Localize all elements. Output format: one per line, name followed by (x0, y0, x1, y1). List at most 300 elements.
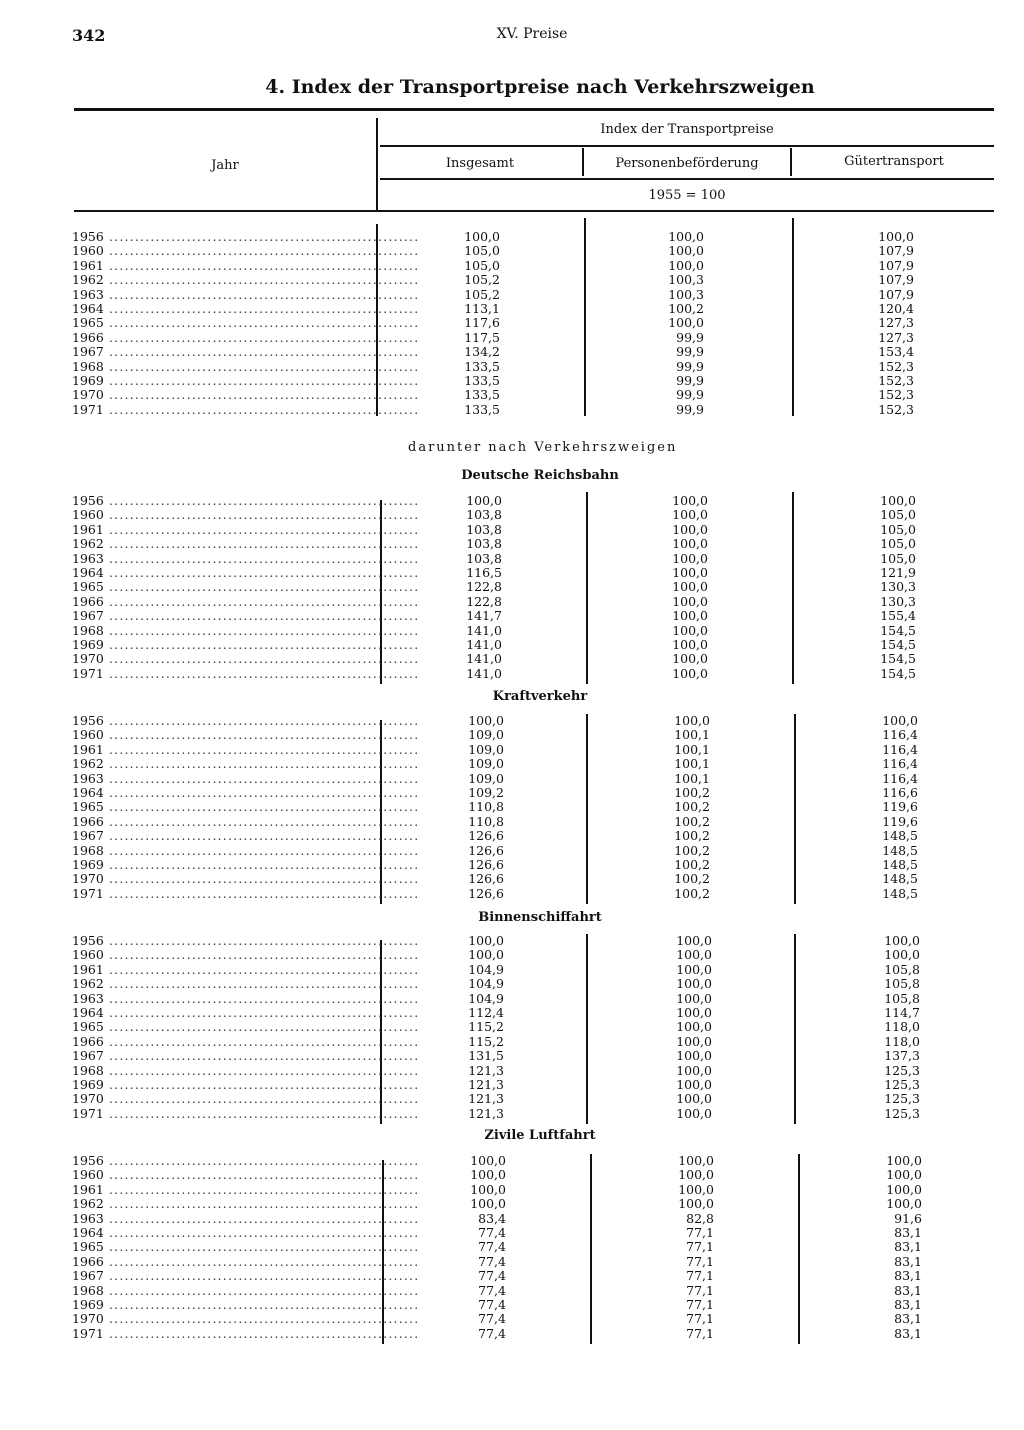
year-cell (72, 329, 420, 345)
table-row (0, 580, 1024, 594)
total-value: 109,0 (468, 741, 504, 757)
year-cell (72, 651, 420, 667)
freight-value: 107,9 (878, 272, 914, 288)
table-row (0, 302, 1024, 316)
year-label: 1965 (72, 1239, 104, 1255)
passenger-value: 100,0 (668, 229, 704, 244)
page-number: 342 (72, 26, 106, 45)
year-label: 1963 (72, 1210, 104, 1226)
year-label: 1967 (72, 828, 104, 844)
year-cell (72, 550, 420, 566)
year-cell (72, 885, 420, 901)
year-label: 1969 (72, 372, 104, 388)
year-label: 1961 (72, 257, 104, 273)
passenger-value: 77,1 (686, 1325, 714, 1341)
table-row (0, 1327, 1024, 1341)
passenger-value: 100,0 (676, 1048, 712, 1064)
year-label: 1956 (72, 1153, 104, 1168)
table-row (0, 566, 1024, 580)
passenger-value: 100,0 (676, 1033, 712, 1049)
leader-dots: ............................................................ (103, 842, 420, 858)
year-label: 1964 (72, 1224, 104, 1240)
year-label: 1965 (72, 1019, 104, 1035)
freight-value: 83,1 (894, 1253, 922, 1269)
table-row (0, 934, 1024, 948)
passenger-value: 100,0 (676, 1105, 712, 1121)
year-cell (72, 756, 420, 772)
table-row (0, 1212, 1024, 1226)
leader-dots: ............................................................ (103, 727, 420, 743)
year-cell (72, 1253, 420, 1269)
year-cell (72, 507, 420, 523)
total-value: 100,0 (470, 1196, 506, 1212)
total-value: 131,5 (468, 1048, 504, 1064)
passenger-value: 99,9 (676, 401, 704, 417)
leader-dots: ............................................................ (103, 1196, 420, 1212)
freight-value: 127,3 (878, 315, 914, 331)
year-label: 1968 (72, 1062, 104, 1078)
year-cell (72, 741, 420, 757)
total-value: 126,6 (468, 856, 504, 872)
table-row (0, 963, 1024, 977)
freight-value: 116,6 (882, 784, 918, 800)
year-cell (72, 1167, 420, 1183)
total-value: 100,0 (470, 1167, 506, 1183)
freight-value: 119,6 (882, 813, 918, 829)
year-cell (72, 770, 420, 786)
passenger-value: 99,9 (676, 358, 704, 374)
total-value: 133,5 (464, 387, 500, 403)
table-row (0, 1107, 1024, 1121)
leader-dots: ............................................................ (103, 608, 420, 624)
passenger-value: 100,0 (678, 1181, 714, 1197)
year-cell (72, 372, 420, 388)
passenger-value: 100,0 (672, 521, 708, 537)
year-label: 1961 (72, 741, 104, 757)
passenger-value: 100,0 (672, 579, 708, 595)
freight-value: 118,0 (884, 1019, 920, 1035)
year-label: 1964 (72, 564, 104, 580)
freight-value: 116,4 (882, 756, 918, 772)
year-cell (72, 1153, 420, 1168)
leader-dots: ............................................................ (103, 1210, 420, 1226)
freight-value: 83,1 (894, 1282, 922, 1298)
year-cell (72, 608, 420, 624)
table-row (0, 1035, 1024, 1049)
total-value: 100,0 (470, 1153, 506, 1168)
leader-dots: ............................................................ (103, 229, 420, 244)
year-label: 1966 (72, 1033, 104, 1049)
passenger-value: 100,2 (674, 871, 710, 887)
freight-value: 148,5 (882, 885, 918, 901)
freight-value: 148,5 (882, 856, 918, 872)
total-value: 77,4 (478, 1268, 506, 1284)
total-value: 103,8 (466, 536, 502, 552)
leader-dots: ............................................................ (103, 1224, 420, 1240)
year-cell (72, 344, 420, 360)
freight-value: 155,4 (880, 608, 916, 624)
passenger-value: 100,0 (672, 608, 708, 624)
leader-dots: ............................................................ (103, 828, 420, 844)
year-label: 1960 (72, 243, 104, 259)
table-row (0, 1197, 1024, 1211)
year-cell (72, 272, 420, 288)
year-cell (72, 564, 420, 580)
table-row (0, 1183, 1024, 1197)
leader-dots: ............................................................ (103, 636, 420, 652)
freight-value: 127,3 (878, 329, 914, 345)
freight-value: 125,3 (884, 1091, 920, 1107)
passenger-value: 100,0 (676, 933, 712, 948)
passenger-value: 77,1 (686, 1268, 714, 1284)
passenger-value: 77,1 (686, 1253, 714, 1269)
header-passenger: Personenbeförderung (615, 156, 759, 171)
table-title: 4. Index der Transportpreise nach Verkehrszweigen (265, 76, 815, 98)
freight-value: 83,1 (894, 1239, 922, 1255)
table-row (0, 624, 1024, 638)
header-col-divider-1 (582, 148, 584, 176)
total-value: 134,2 (464, 344, 500, 360)
total-value: 116,5 (466, 564, 502, 580)
year-label: 1961 (72, 961, 104, 977)
table-row (0, 537, 1024, 551)
leader-dots: ............................................................ (103, 243, 420, 259)
year-label: 1960 (72, 507, 104, 523)
total-value: 77,4 (478, 1239, 506, 1255)
section-1-rows (0, 494, 1024, 681)
passenger-value: 100,1 (674, 727, 710, 743)
header-group: Index der Transportpreise (600, 122, 774, 137)
table-row (0, 1284, 1024, 1298)
year-cell (72, 1196, 420, 1212)
total-value: 110,8 (468, 799, 504, 815)
year-cell (72, 1019, 420, 1035)
leader-dots: ............................................................ (103, 401, 420, 417)
leader-dots: ............................................................ (103, 493, 420, 508)
passenger-value: 100,0 (676, 1091, 712, 1107)
total-value: 100,0 (468, 933, 504, 948)
freight-value: 114,7 (884, 1004, 920, 1020)
year-cell (72, 933, 420, 948)
total-value: 112,4 (468, 1004, 504, 1020)
year-label: 1966 (72, 329, 104, 345)
passenger-value: 99,9 (676, 387, 704, 403)
leader-dots: ............................................................ (103, 1268, 420, 1284)
passenger-value: 100,0 (672, 636, 708, 652)
total-value: 115,2 (468, 1033, 504, 1049)
freight-value: 153,4 (878, 344, 914, 360)
freight-value: 100,0 (882, 713, 918, 728)
year-cell (72, 1033, 420, 1049)
total-value: 77,4 (478, 1325, 506, 1341)
year-label: 1962 (72, 272, 104, 288)
year-label: 1969 (72, 1296, 104, 1312)
table-row (0, 992, 1024, 1006)
year-label: 1962 (72, 976, 104, 992)
year-label: 1970 (72, 387, 104, 403)
table-row (0, 1064, 1024, 1078)
passenger-value: 100,0 (674, 713, 710, 728)
leader-dots: ............................................................ (103, 372, 420, 388)
freight-value: 100,0 (886, 1167, 922, 1183)
passenger-value: 100,0 (672, 550, 708, 566)
year-cell (72, 521, 420, 537)
year-label: 1960 (72, 1167, 104, 1183)
year-label: 1960 (72, 727, 104, 743)
passenger-value: 100,0 (678, 1196, 714, 1212)
year-cell (72, 1004, 420, 1020)
year-label: 1970 (72, 651, 104, 667)
year-cell (72, 828, 420, 844)
passenger-value: 100,0 (668, 315, 704, 331)
passenger-value: 100,0 (672, 622, 708, 638)
total-value: 121,3 (468, 1091, 504, 1107)
freight-value: 148,5 (882, 828, 918, 844)
year-cell (72, 1048, 420, 1064)
leader-dots: ............................................................ (103, 579, 420, 595)
passenger-value: 77,1 (686, 1311, 714, 1327)
table-row (0, 230, 1024, 244)
table-top-rule (74, 108, 994, 111)
year-label: 1964 (72, 300, 104, 316)
leader-dots: ............................................................ (103, 272, 420, 288)
year-label: 1962 (72, 536, 104, 552)
passenger-value: 100,0 (668, 257, 704, 273)
leader-dots: ............................................................ (103, 507, 420, 523)
total-value: 133,5 (464, 358, 500, 374)
freight-value: 125,3 (884, 1105, 920, 1121)
year-label: 1966 (72, 1253, 104, 1269)
year-label: 1966 (72, 593, 104, 609)
year-label: 1967 (72, 608, 104, 624)
year-label: 1962 (72, 1196, 104, 1212)
leader-dots: ............................................................ (103, 536, 420, 552)
table-row (0, 1020, 1024, 1034)
year-cell (72, 300, 420, 316)
leader-dots: ............................................................ (103, 564, 420, 580)
year-cell (72, 727, 420, 743)
total-value: 117,5 (464, 329, 500, 345)
year-label: 1960 (72, 947, 104, 963)
table-row (0, 786, 1024, 800)
table-row (0, 345, 1024, 359)
table-row (0, 259, 1024, 273)
year-label: 1971 (72, 665, 104, 681)
freight-value: 83,1 (894, 1268, 922, 1284)
leader-dots: ............................................................ (103, 1091, 420, 1107)
year-cell (72, 579, 420, 595)
total-value: 133,5 (464, 401, 500, 417)
year-label: 1964 (72, 1004, 104, 1020)
table-row (0, 1255, 1024, 1269)
freight-value: 83,1 (894, 1224, 922, 1240)
leader-dots: ............................................................ (103, 329, 420, 345)
breakdown-subheading: darunter nach Verkehrszweigen (408, 440, 678, 455)
year-label: 1966 (72, 813, 104, 829)
table-row (0, 1154, 1024, 1168)
passenger-value: 100,1 (674, 770, 710, 786)
header-freight: Gütertransport (844, 154, 944, 169)
section-4-title: Zivile Luftfahrt (484, 1128, 596, 1143)
table-row (0, 1078, 1024, 1092)
year-cell (72, 387, 420, 403)
leader-dots: ............................................................ (103, 1296, 420, 1312)
passenger-value: 100,0 (668, 243, 704, 259)
total-value: 105,0 (464, 257, 500, 273)
header-year: Jahr (211, 158, 239, 173)
year-cell (72, 1181, 420, 1197)
total-value: 100,0 (466, 493, 502, 508)
freight-value: 83,1 (894, 1296, 922, 1312)
passenger-value: 100,0 (672, 593, 708, 609)
year-cell (72, 871, 420, 887)
leader-dots: ............................................................ (103, 1048, 420, 1064)
passenger-value: 100,0 (672, 651, 708, 667)
year-cell (72, 1062, 420, 1078)
freight-value: 120,4 (878, 300, 914, 316)
freight-value: 105,8 (884, 961, 920, 977)
freight-value: 154,5 (880, 651, 916, 667)
freight-value: 116,4 (882, 770, 918, 786)
total-value: 105,2 (464, 272, 500, 288)
year-label: 1967 (72, 344, 104, 360)
freight-value: 107,9 (878, 257, 914, 273)
total-value: 77,4 (478, 1282, 506, 1298)
total-value: 103,8 (466, 550, 502, 566)
table-row (0, 1226, 1024, 1240)
leader-dots: ............................................................ (103, 856, 420, 872)
passenger-value: 100,3 (668, 286, 704, 302)
total-value: 100,0 (468, 947, 504, 963)
total-value: 103,8 (466, 521, 502, 537)
leader-dots: ............................................................ (103, 1153, 420, 1168)
total-value: 126,6 (468, 842, 504, 858)
freight-value: 116,4 (882, 727, 918, 743)
leader-dots: ............................................................ (103, 1181, 420, 1197)
leader-dots: ............................................................ (103, 756, 420, 772)
freight-value: 130,3 (880, 579, 916, 595)
table-row (0, 316, 1024, 330)
table-row (0, 508, 1024, 522)
year-label: 1969 (72, 636, 104, 652)
total-value: 104,9 (468, 990, 504, 1006)
year-label: 1965 (72, 799, 104, 815)
header-bottom-rule (74, 210, 994, 212)
passenger-value: 100,0 (676, 976, 712, 992)
leader-dots: ............................................................ (103, 550, 420, 566)
passenger-value: 77,1 (686, 1224, 714, 1240)
freight-value: 83,1 (894, 1311, 922, 1327)
passenger-value: 77,1 (686, 1282, 714, 1298)
freight-value: 119,6 (882, 799, 918, 815)
year-cell (72, 1210, 420, 1226)
leader-dots: ............................................................ (103, 961, 420, 977)
year-label: 1971 (72, 1105, 104, 1121)
total-value: 126,6 (468, 871, 504, 887)
total-value: 126,6 (468, 828, 504, 844)
table-row (0, 360, 1024, 374)
year-label: 1956 (72, 493, 104, 508)
total-value: 141,0 (466, 651, 502, 667)
total-value: 103,8 (466, 507, 502, 523)
passenger-value: 100,0 (672, 493, 708, 508)
total-value: 122,8 (466, 579, 502, 595)
leader-dots: ............................................................ (103, 358, 420, 374)
freight-value: 154,5 (880, 665, 916, 681)
passenger-value: 100,0 (676, 1062, 712, 1078)
year-cell (72, 286, 420, 302)
table-row (0, 1312, 1024, 1326)
year-label: 1965 (72, 315, 104, 331)
leader-dots: ............................................................ (103, 257, 420, 273)
year-label: 1971 (72, 1325, 104, 1341)
table-row (0, 1240, 1024, 1254)
table-row (0, 244, 1024, 258)
year-cell (72, 990, 420, 1006)
freight-value: 105,0 (880, 521, 916, 537)
leader-dots: ............................................................ (103, 1062, 420, 1078)
total-value: 121,3 (468, 1062, 504, 1078)
freight-value: 121,9 (880, 564, 916, 580)
running-head: XV. Preise (496, 26, 568, 42)
freight-value: 107,9 (878, 286, 914, 302)
leader-dots: ............................................................ (103, 1282, 420, 1298)
passenger-value: 100,2 (674, 784, 710, 800)
passenger-value: 100,0 (672, 665, 708, 681)
year-cell (72, 799, 420, 815)
leader-dots: ............................................................ (103, 665, 420, 681)
total-value: 109,2 (468, 784, 504, 800)
year-cell (72, 842, 420, 858)
year-cell (72, 401, 420, 417)
year-cell (72, 315, 420, 331)
freight-value: 152,3 (878, 358, 914, 374)
year-cell (72, 1224, 420, 1240)
header-base-rule (380, 178, 994, 180)
freight-value: 105,0 (880, 507, 916, 523)
freight-value: 100,0 (884, 933, 920, 948)
year-label: 1970 (72, 871, 104, 887)
passenger-value: 100,0 (676, 947, 712, 963)
freight-value: 100,0 (880, 493, 916, 508)
leader-dots: ............................................................ (103, 799, 420, 815)
year-cell (72, 229, 420, 244)
freight-value: 100,0 (886, 1196, 922, 1212)
freight-value: 154,5 (880, 622, 916, 638)
leader-dots: ............................................................ (103, 1253, 420, 1269)
passenger-value: 100,0 (672, 507, 708, 523)
year-cell (72, 813, 420, 829)
year-label: 1971 (72, 885, 104, 901)
total-value: 104,9 (468, 961, 504, 977)
leader-dots: ............................................................ (103, 1019, 420, 1035)
freight-value: 137,3 (884, 1048, 920, 1064)
year-label: 1963 (72, 286, 104, 302)
total-value: 83,4 (478, 1210, 506, 1226)
year-label: 1968 (72, 622, 104, 638)
freight-value: 152,3 (878, 372, 914, 388)
freight-value: 107,9 (878, 243, 914, 259)
leader-dots: ............................................................ (103, 813, 420, 829)
leader-dots: ............................................................ (103, 622, 420, 638)
section-3-rows (0, 934, 1024, 1121)
freight-value: 105,0 (880, 536, 916, 552)
year-label: 1968 (72, 358, 104, 374)
passenger-value: 100,0 (676, 1076, 712, 1092)
table-row (0, 552, 1024, 566)
leader-dots: ............................................................ (103, 1004, 420, 1020)
total-value: 77,4 (478, 1296, 506, 1312)
